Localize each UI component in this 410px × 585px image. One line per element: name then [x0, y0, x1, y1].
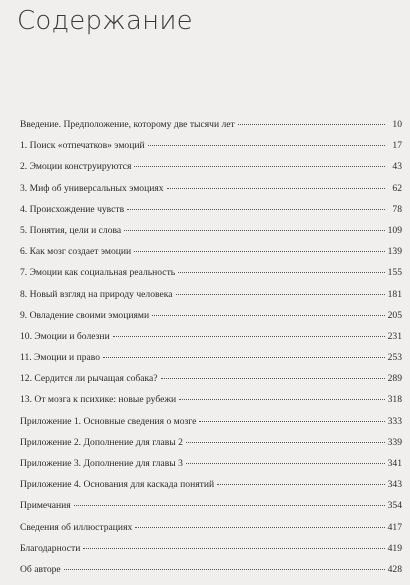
toc-entry-page: 419	[387, 542, 402, 554]
toc-entry	[20, 437, 402, 458]
toc-entry	[20, 373, 402, 394]
toc-entry	[20, 331, 402, 352]
toc-entry-page: 428	[387, 563, 402, 575]
dot-leader	[83, 548, 384, 549]
dot-leader	[186, 442, 385, 443]
toc-entry-page: 333	[387, 415, 402, 427]
toc-entry-page: 78	[392, 203, 402, 215]
toc-entry-label: Сведения об иллюстрациях	[20, 521, 133, 533]
table-of-contents	[20, 119, 402, 585]
toc-entry	[20, 204, 402, 225]
toc-entry-label: 9. Овладение своими эмоциями	[20, 309, 150, 321]
toc-entry-page: 10	[392, 119, 402, 130]
toc-entry-label: Введение. Предположение, которому две тысячи лет	[20, 119, 235, 130]
dot-leader	[124, 230, 384, 231]
dot-leader	[238, 124, 385, 125]
toc-entry	[20, 161, 402, 182]
toc-entry-label: 7. Эмоции как социальная реальность	[20, 267, 176, 279]
toc-entry-page: 339	[387, 436, 402, 448]
toc-entry	[20, 500, 402, 521]
toc-entry	[20, 564, 402, 585]
toc-entry	[20, 183, 402, 204]
dot-leader	[148, 145, 385, 146]
toc-entry	[20, 267, 402, 288]
dot-leader	[152, 315, 385, 316]
toc-entry-label: 13. От мозга к психике: новые рубежи	[20, 394, 177, 406]
dot-leader	[113, 336, 385, 337]
toc-entry-label: 1. Поиск «отпечатков» эмоций	[20, 140, 145, 152]
toc-entry-label: Об авторе	[20, 563, 61, 575]
toc-entry	[20, 119, 402, 140]
toc-entry-page: 205	[387, 309, 402, 321]
dot-leader	[161, 378, 385, 379]
toc-entry-page: 253	[387, 352, 402, 364]
dot-leader	[103, 357, 385, 358]
toc-entry	[20, 522, 402, 543]
toc-entry-label: Приложение 1. Основные сведения о мозге	[20, 415, 197, 427]
toc-entry-page: 354	[387, 500, 402, 512]
toc-entry-page: 417	[387, 521, 402, 533]
toc-entry-label: Примечания	[20, 500, 71, 512]
dot-leader	[178, 272, 384, 273]
toc-entry-page: 109	[387, 224, 402, 236]
dot-leader	[134, 166, 385, 167]
dot-leader	[167, 188, 385, 189]
toc-entry-page: 155	[387, 267, 402, 279]
toc-entry-page: 43	[392, 161, 402, 173]
toc-entry-page: 181	[387, 288, 402, 300]
dot-leader	[199, 421, 384, 422]
toc-entry-label: Приложение 2. Дополнение для главы 2	[20, 436, 183, 448]
toc-entry-label: 3. Миф об универсальных эмоциях	[20, 182, 164, 194]
toc-entry-page: 17	[392, 140, 402, 152]
toc-entry	[20, 416, 402, 437]
toc-entry-page: 318	[387, 394, 402, 406]
toc-entry-page: 343	[387, 479, 402, 491]
dot-leader	[176, 294, 385, 295]
dot-leader	[64, 569, 385, 570]
dot-leader	[179, 399, 385, 400]
dot-leader	[74, 505, 385, 506]
toc-entry	[20, 310, 402, 331]
toc-entry	[20, 225, 402, 246]
toc-entry-page: 62	[392, 182, 402, 194]
toc-entry	[20, 140, 402, 161]
toc-entry-label: 8. Новый взгляд на природу человека	[20, 288, 173, 300]
toc-entry-label: Приложение 4. Основания для каскада понятий	[20, 479, 215, 491]
dot-leader	[186, 463, 385, 464]
toc-entry	[20, 246, 402, 267]
toc-entry-label: 4. Происхождение чувств	[20, 203, 125, 215]
dot-leader	[134, 251, 384, 252]
toc-entry-page: 231	[387, 330, 402, 342]
toc-entry	[20, 352, 402, 373]
toc-entry	[20, 458, 402, 479]
toc-entry	[20, 394, 402, 415]
page-title: Содержание	[17, 6, 193, 36]
toc-entry-page: 341	[387, 458, 402, 469]
toc-entry-label: Благодарности	[20, 542, 81, 554]
toc-entry-label: 12. Сердится ли рычащая собака?	[20, 373, 158, 385]
toc-entry	[20, 479, 402, 500]
dot-leader	[217, 484, 385, 485]
toc-entry-label: 2. Эмоции конструируются	[20, 161, 132, 173]
toc-entry-label: 5. Понятия, цели и слова	[20, 224, 122, 236]
toc-entry-label: 6. Как мозг создает эмоции	[20, 246, 132, 258]
toc-entry-label: 10. Эмоции и болезни	[20, 330, 110, 342]
toc-entry-label: Приложение 3. Дополнение для главы 3	[20, 458, 183, 469]
toc-entry-page: 289	[387, 373, 402, 385]
toc-entry-page: 139	[387, 246, 402, 258]
dot-leader	[135, 527, 384, 528]
toc-entry-label: 11. Эмоции и право	[20, 352, 101, 364]
dot-leader	[127, 209, 385, 210]
toc-entry	[20, 289, 402, 310]
